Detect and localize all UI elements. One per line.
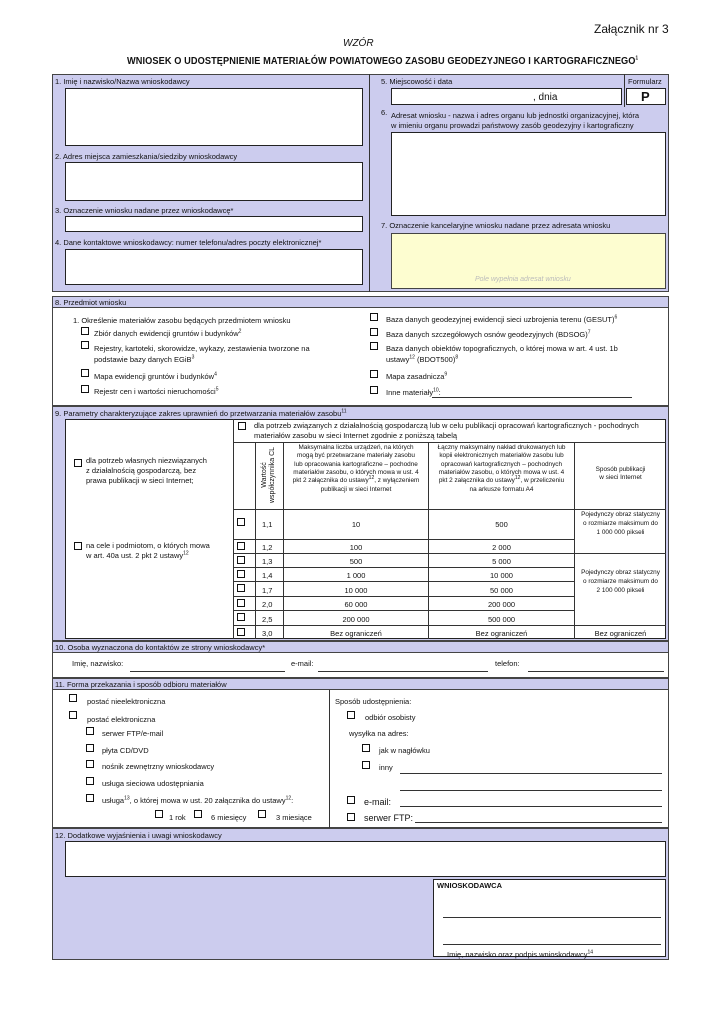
own-needs-label-1: dla potrzeb własnych niezwiązanych	[86, 456, 207, 465]
own-needs-label-3: prawa publikacji w sieci Internet;	[86, 476, 194, 485]
col-copies-header: Łączny maksymalny nakład drukowanych lub kopii elektronicznych materiałów zasobu lub opracowań kartograficznych – pochodnych materiałów zasobu, o których mowa w ust. 4 pkt 2 załącznika do ustawy$^{12}$, w przeliczeniu na arkusze formatu A4	[437, 444, 566, 493]
web-service-label: usługa sieciowa udostępniania	[102, 779, 204, 788]
copies-value: 500	[495, 520, 508, 529]
copies-value: 10 000	[490, 571, 513, 580]
business-label-2: materiałów zasobu w sieci Internet zgodnie z poniższą tabelą	[254, 431, 458, 440]
cl-row-checkbox[interactable]	[237, 556, 245, 564]
service-label: usługa$^{13}$, o której mowa w ust. 20 załącznika do ustawy$^{12}$:	[102, 795, 294, 805]
entities-label-2: w art. 40a ust. 2 pkt 2 ustawy$^{12}$	[86, 550, 189, 560]
email-delivery-line[interactable]	[400, 806, 662, 807]
copies-value: Bez ograniczeń	[475, 629, 528, 638]
cl-row-checkbox[interactable]	[237, 628, 245, 636]
cl-value: 2,0	[262, 600, 273, 609]
applicant-name-field[interactable]	[65, 88, 363, 146]
attachment-label: Załącznik nr 3	[594, 22, 669, 36]
base-map-label: Mapa zasadnicza$^9$	[386, 371, 448, 381]
cl-value: 1,3	[262, 557, 273, 566]
non-electronic-checkbox[interactable]	[69, 694, 77, 702]
cl-value: 2,5	[262, 615, 273, 624]
period-3-months-checkbox[interactable]	[258, 810, 266, 818]
email-delivery-checkbox[interactable]	[347, 796, 355, 804]
contact-phone-line[interactable]	[528, 671, 664, 672]
devices-value: 10	[351, 520, 361, 529]
place-date-field[interactable]	[391, 88, 622, 105]
own-needs-checkbox[interactable]	[74, 459, 82, 467]
own-needs-label-2: z działalnością gospodarczą, bez	[86, 466, 197, 475]
bdsog-checkbox[interactable]	[370, 328, 378, 336]
electronic-checkbox[interactable]	[69, 711, 77, 719]
page-title: WNIOSEK O UDOSTĘPNIENIE MATERIAŁÓW POWIATOWEGO ZASOBU GEODEZYJNEGO I KARTOGRAFICZNEGO$^1$	[127, 55, 639, 67]
egib-map-label: Mapa ewidencji gruntów i budynków$^4$	[94, 371, 217, 381]
applicant-contact-field[interactable]	[65, 249, 363, 285]
col-publication-header: Sposób publikacji w sieci Internet	[595, 466, 646, 482]
form-code: P	[641, 89, 650, 104]
gesut-checkbox[interactable]	[370, 313, 378, 321]
personal-pickup-label: odbiór osobisty	[365, 713, 416, 722]
personal-pickup-checkbox[interactable]	[347, 711, 355, 719]
ftp-email-checkbox[interactable]	[86, 727, 94, 735]
devices-value: 100	[349, 543, 363, 552]
delivery-method-label: Sposób udostępnienia:	[335, 697, 412, 706]
section9-label: 9. Parametry charakteryzujące zakres uprawnień do przetwarzania materiałów zasobu$^{11}$	[55, 408, 347, 418]
section8-subheading: 1. Określenie materiałów zasobu będących przedmiotem wniosku	[73, 316, 291, 325]
cl-row-checkbox[interactable]	[237, 542, 245, 550]
col-cl-header: Wartość współczynnika CL	[261, 446, 277, 503]
copies-value: 200 000	[487, 600, 516, 609]
external-media-checkbox[interactable]	[86, 760, 94, 768]
section6-line1: Adresat wniosku - nazwa i adres organu lub jednostki organizacyjnej, która	[391, 111, 640, 120]
section3-label: 3. Oznaczenie wniosku nadane przez wnioskodawcę*	[55, 206, 234, 215]
signature-box	[433, 879, 666, 957]
section11-label: 11. Forma przekazania i sposób odbioru materiałów	[55, 680, 227, 689]
entities-checkbox[interactable]	[74, 542, 82, 550]
other-materials-label: Inne materiały$^{10}$:	[386, 387, 441, 397]
form-label: Formularz	[628, 77, 662, 86]
cl-value: 1,1	[262, 520, 273, 529]
egib-registers-checkbox[interactable]	[81, 341, 89, 349]
gesut-label: Baza danych geodezyjnej ewidencji sieci uzbrojenia terenu (GESUT)$^6$	[386, 314, 618, 324]
egib-map-checkbox[interactable]	[81, 369, 89, 377]
price-register-checkbox[interactable]	[81, 385, 89, 393]
section5-label: 5. Miejscowość i data	[381, 77, 453, 86]
other-address-line-2[interactable]	[400, 790, 662, 791]
cl-row-checkbox[interactable]	[237, 518, 245, 526]
cd-dvd-checkbox[interactable]	[86, 744, 94, 752]
publication-2mpx: Pojedynczy obraz statyczny o rozmiarze maksimum do 2 100 000 pikseli	[581, 569, 660, 594]
other-materials-line[interactable]	[432, 397, 632, 398]
cl-row-checkbox[interactable]	[237, 613, 245, 621]
devices-value: 200 000	[342, 615, 370, 624]
section2-label: 2. Adres miejsca zamieszkania/siedziby wnioskodawcy	[55, 152, 238, 161]
template-word: WZÓR	[343, 38, 374, 49]
section4-label: 4. Dane kontaktowe wnioskodawcy: numer telefonu/adres poczty elektronicznej*	[55, 238, 322, 247]
office-reference-hint: Pole wypełnia adresat wniosku	[475, 276, 571, 283]
bdot500-label-1: Baza danych obiektów topograficznych, o której mowa w art. 4 ust. 1b	[386, 344, 618, 353]
price-register-label: Rejestr cen i wartości nieruchomości$^5$	[94, 386, 219, 396]
egib-registers-label-1: Rejestry, kartoteki, skorowidze, wykazy, zestawienia tworzone na	[94, 344, 310, 353]
ftp-email-label: serwer FTP/e-mail	[102, 729, 164, 738]
publication-unlimited: Bez ograniczeń	[594, 629, 647, 638]
period-1-year-label: 1 rok	[169, 813, 186, 822]
section10-label: 10. Osoba wyznaczona do kontaktów ze strony wnioskodawcy*	[55, 643, 266, 652]
ftp-server-line[interactable]	[415, 822, 662, 823]
col-devices-header: Maksymalna liczba urządzeń, na których mogą być przetwarzane materiały zasobu lub opracowania kartograficzne – pochodne materiałów zasobu, o których mowa w ust. 4 pkt 2 załącznika do ustawy$^{12}$, z wyłączeniem publikacji w sieci Internet	[292, 444, 420, 493]
date-suffix: , dnia	[533, 92, 558, 103]
applicant-address-field[interactable]	[65, 162, 363, 201]
email-delivery-label: e-mail:	[364, 797, 392, 807]
section6-line2: w imieniu organu prowadzi państwowy zasób geodezyjny i kartograficzny	[391, 121, 634, 130]
cl-row-checkbox[interactable]	[237, 599, 245, 607]
addressee-field[interactable]	[391, 132, 666, 216]
section7-label: 7. Oznaczenie kancelaryjne wniosku nadane przez adresata wniosku	[381, 221, 611, 230]
cl-row-checkbox[interactable]	[237, 584, 245, 592]
as-header-label: jak w nagłówku	[379, 746, 430, 755]
bdsog-label: Baza danych szczegółowych osnów geodezyjnych (BDSOG)$^7$	[386, 329, 591, 339]
other-materials-checkbox[interactable]	[370, 386, 378, 394]
cl-value: 1,4	[262, 571, 273, 580]
contact-name-line[interactable]	[130, 671, 285, 672]
other-address-checkbox[interactable]	[362, 761, 370, 769]
bdot500-label-2: ustawy$^{12}$ (BDOT500)$^8$	[386, 354, 459, 364]
devices-value: 500	[349, 557, 363, 566]
period-1-year-checkbox[interactable]	[155, 810, 163, 818]
non-electronic-label: postać nieelektroniczna	[87, 697, 166, 706]
signature-line-1[interactable]	[443, 917, 661, 918]
cl-value: 1,2	[262, 543, 273, 552]
egib-registers-label-2: podstawie bazy danych EGiB$^3$	[94, 354, 195, 364]
devices-value: 1 000	[346, 571, 366, 580]
publication-1mpx: Pojedynczy obraz statyczny o rozmiarze maksimum do 1 000 000 pikseli	[581, 511, 660, 536]
period-6-months-checkbox[interactable]	[194, 810, 202, 818]
remarks-field[interactable]	[65, 841, 666, 877]
cd-dvd-label: płyta CD/DVD	[102, 746, 149, 755]
section1-label: 1. Imię i nazwisko/Nazwa wnioskodawcy	[55, 77, 190, 86]
section12-label: 12. Dodatkowe wyjaśnienia i uwagi wnioskodawcy	[55, 831, 222, 840]
contact-name-label: Imię, nazwisko:	[72, 659, 124, 668]
mail-label: wysyłka na adres:	[349, 729, 409, 738]
ftp-server-label: serwer FTP:	[364, 813, 414, 823]
cl-row-checkbox[interactable]	[237, 570, 245, 578]
contact-email-label: e-mail:	[291, 659, 314, 668]
signature-line-2[interactable]	[443, 944, 661, 945]
devices-value: Bez ograniczeń	[330, 629, 382, 638]
copies-value: 5 000	[492, 557, 511, 566]
devices-value: 60 000	[344, 600, 368, 609]
signature-title: WNIOSKODAWCA	[437, 881, 502, 890]
section6-num: 6.	[381, 108, 388, 117]
as-header-checkbox[interactable]	[362, 744, 370, 752]
copies-value: 50 000	[490, 586, 513, 595]
egib-dataset-checkbox[interactable]	[81, 327, 89, 335]
entities-label-1: na cele i podmiotom, o których mowa	[86, 541, 210, 550]
applicant-reference-field[interactable]	[65, 216, 363, 232]
egib-dataset-label: Zbiór danych ewidencji gruntów i budynków$^2$	[94, 328, 242, 338]
section8-label: 8. Przedmiot wniosku	[55, 298, 127, 307]
copies-value: 500 000	[487, 615, 516, 624]
cl-value: 1,7	[262, 586, 273, 595]
devices-value: 10 000	[344, 586, 368, 595]
web-service-checkbox[interactable]	[86, 777, 94, 785]
ftp-server-checkbox[interactable]	[347, 813, 355, 821]
business-checkbox[interactable]	[238, 422, 246, 430]
electronic-label: postać elektroniczna	[87, 715, 156, 724]
other-address-label: inny	[379, 763, 393, 772]
contact-phone-label: telefon:	[495, 659, 520, 668]
business-label-1: dla potrzeb związanych z działalnością gospodarczą lub w celu publikacji opracowań kartograficznych - pochodnych	[254, 421, 639, 430]
service-checkbox[interactable]	[86, 794, 94, 802]
contact-email-line[interactable]	[318, 671, 488, 672]
external-media-label: nośnik zewnętrzny wnioskodawcy	[102, 762, 215, 771]
base-map-checkbox[interactable]	[370, 370, 378, 378]
period-3-months-label: 3 miesiące	[276, 813, 312, 822]
bdot500-checkbox[interactable]	[370, 342, 378, 350]
other-address-line-1[interactable]	[400, 773, 662, 774]
signature-caption: Imię, nazwisko oraz podpis wnioskodawcy$^{14}$	[447, 949, 594, 959]
copies-value: 2 000	[492, 543, 511, 552]
period-6-months-label: 6 miesięcy	[211, 813, 247, 822]
cl-value: 3,0	[262, 629, 273, 638]
